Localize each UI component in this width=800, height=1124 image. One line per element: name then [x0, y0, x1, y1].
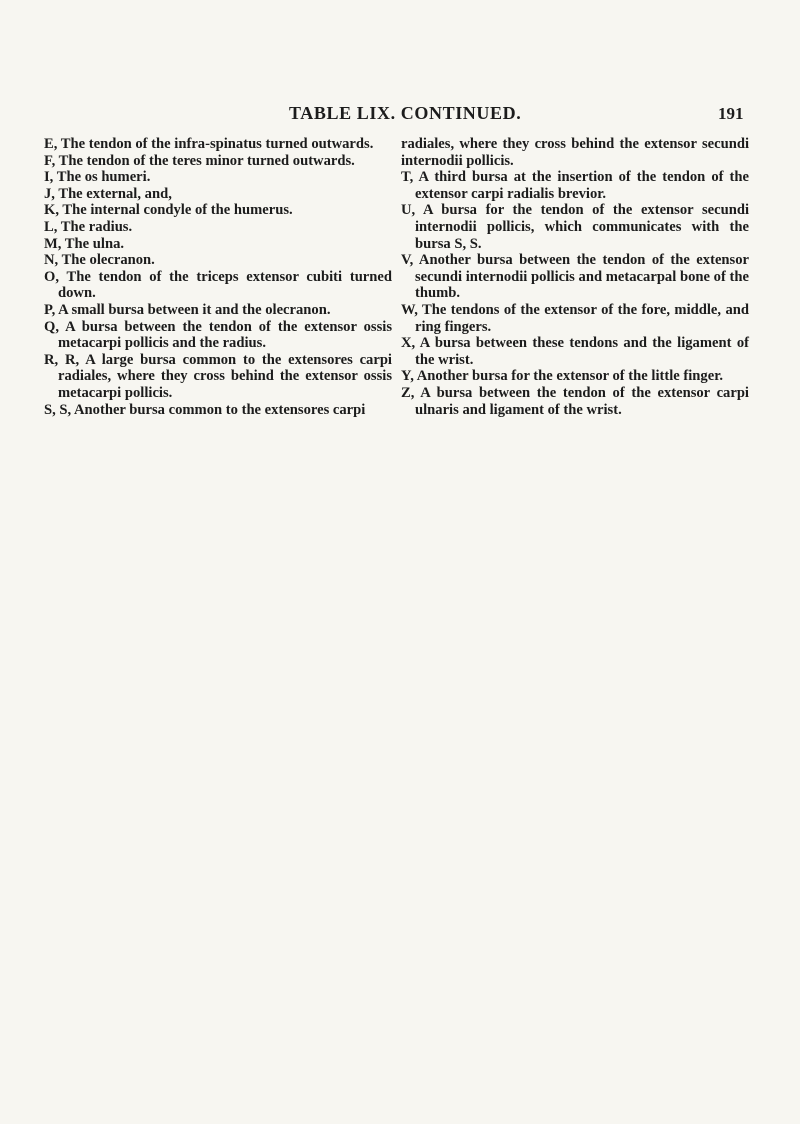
legend-entry-e: E, The tendon of the infra-spinatus turned outwards. [44, 136, 374, 152]
legend-entry-r: R, R, A large bursa common to the extensores carpi radiales, where they cross behind the extensor ossis metacarpi pollicis. [44, 351, 392, 401]
legend-entry-v: V, Another bursa between the tendon of the extensor secundi internodii pollicis and metacarpal bone of the thumb. [401, 252, 749, 302]
page-title: TABLE LIX. CONTINUED. [289, 103, 522, 123]
legend-entry-m: M, The ulna. [44, 235, 125, 252]
legend-entry-j: J, The external, and, [44, 185, 172, 202]
legend-entry-y: Y, Another bursa for the extensor of the little finger. [401, 368, 723, 385]
legend-entry-z: Z, A bursa between the tendon of the extensor carpi ulnaris and ligament of the wrist. [401, 384, 749, 418]
legend-entry-n: N, The olecranon. [44, 252, 155, 269]
legend-entry-x: X, A bursa between these tendons and the ligament of the wrist. [401, 335, 749, 368]
legend-entry-w: W, The tendons of the extensor of the fore, middle, and ring fingers. [401, 301, 749, 335]
legend-entry-f: F, The tendon of the teres minor turned outwards. [44, 152, 355, 169]
legend-entry-k: K, The internal condyle of the humerus. [44, 202, 293, 219]
legend-entry-s-continued: radiales, where they cross behind the extensor secundi internodii pollicis. [401, 136, 749, 169]
legend-entry-p: P, A small bursa between it and the olecranon. [44, 301, 331, 318]
legend-entry-q: Q, A bursa between the tendon of the extensor ossis metacarpi pollicis and the radius. [44, 318, 392, 352]
page-header [0, 103, 800, 127]
legend-entry-o: O, The tendon of the triceps extensor cubiti turned down. [44, 268, 392, 302]
legend-entry-t: T, A third bursa at the insertion of the tendon of the extensor carpi radialis brevior. [401, 169, 749, 202]
legend-entry-u: U, A bursa for the tendon of the extensor secundi internodii pollicis, which communicates with the bursa S, S. [401, 202, 749, 252]
page-number: 191 [718, 104, 744, 123]
legend-entry-l: L, The radius. [44, 218, 133, 235]
left-column [44, 136, 392, 418]
right-column [401, 136, 749, 418]
legend-entry-i: I, The os humeri. [44, 169, 151, 186]
legend-entry-s: S, S, Another bursa common to the extensores carpi [44, 401, 366, 418]
